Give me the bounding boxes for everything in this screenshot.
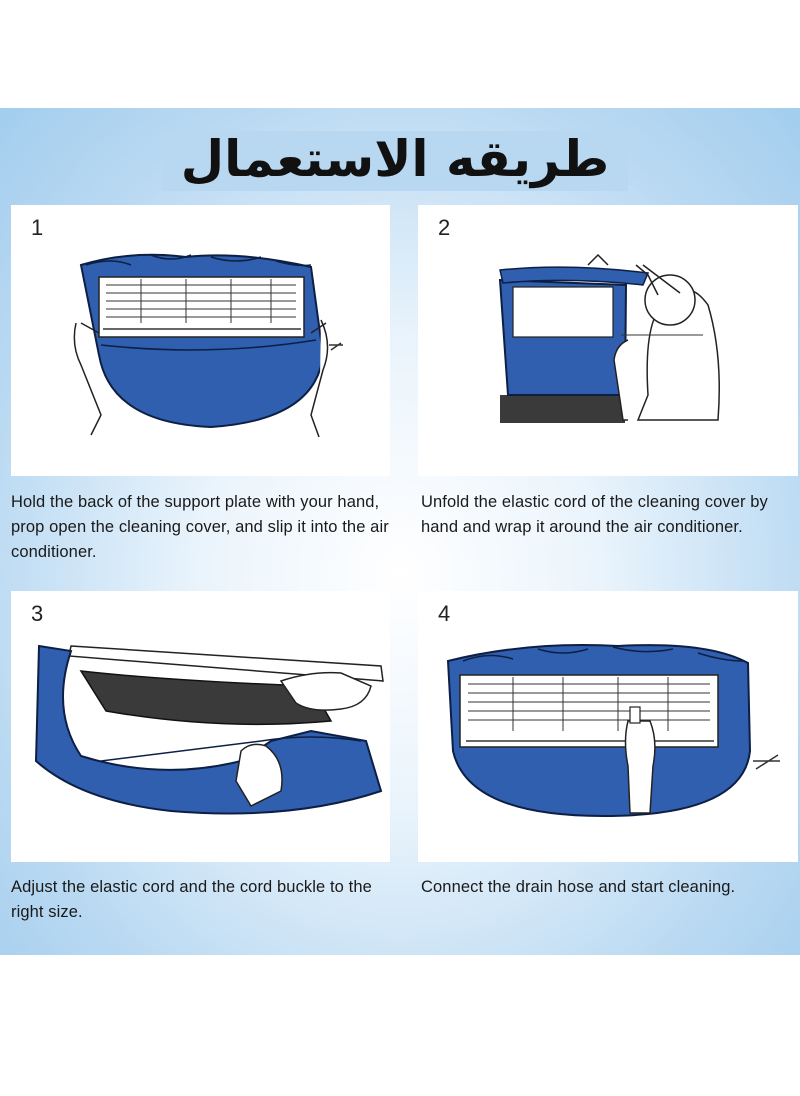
step-3-illustration xyxy=(11,591,390,862)
step-number: 1 xyxy=(31,215,44,240)
step-3-panel xyxy=(11,591,390,862)
step-4-caption: Connect the drain hose and start cleaning. xyxy=(421,878,736,896)
step-number: 4 xyxy=(438,601,451,626)
page-title: طريقه الاستعمال xyxy=(180,130,610,188)
step-1-caption: Hold the back of the support plate with your hand, prop open the cleaning cover, and slip it into the air conditioner. xyxy=(11,493,389,561)
step-4-illustration xyxy=(418,591,798,862)
step-4-panel xyxy=(418,591,798,862)
step-2-caption: Unfold the elastic cord of the cleaning cover by hand and wrap it around the air conditioner. xyxy=(421,493,768,536)
step-1-illustration xyxy=(11,205,390,476)
step-3-caption: Adjust the elastic cord and the cord buckle to the right size. xyxy=(11,878,372,921)
step-number: 3 xyxy=(31,601,44,626)
step-number: 2 xyxy=(438,215,451,240)
step-1-panel xyxy=(11,205,390,476)
step-2-panel xyxy=(418,205,798,476)
step-2-illustration xyxy=(418,205,798,476)
